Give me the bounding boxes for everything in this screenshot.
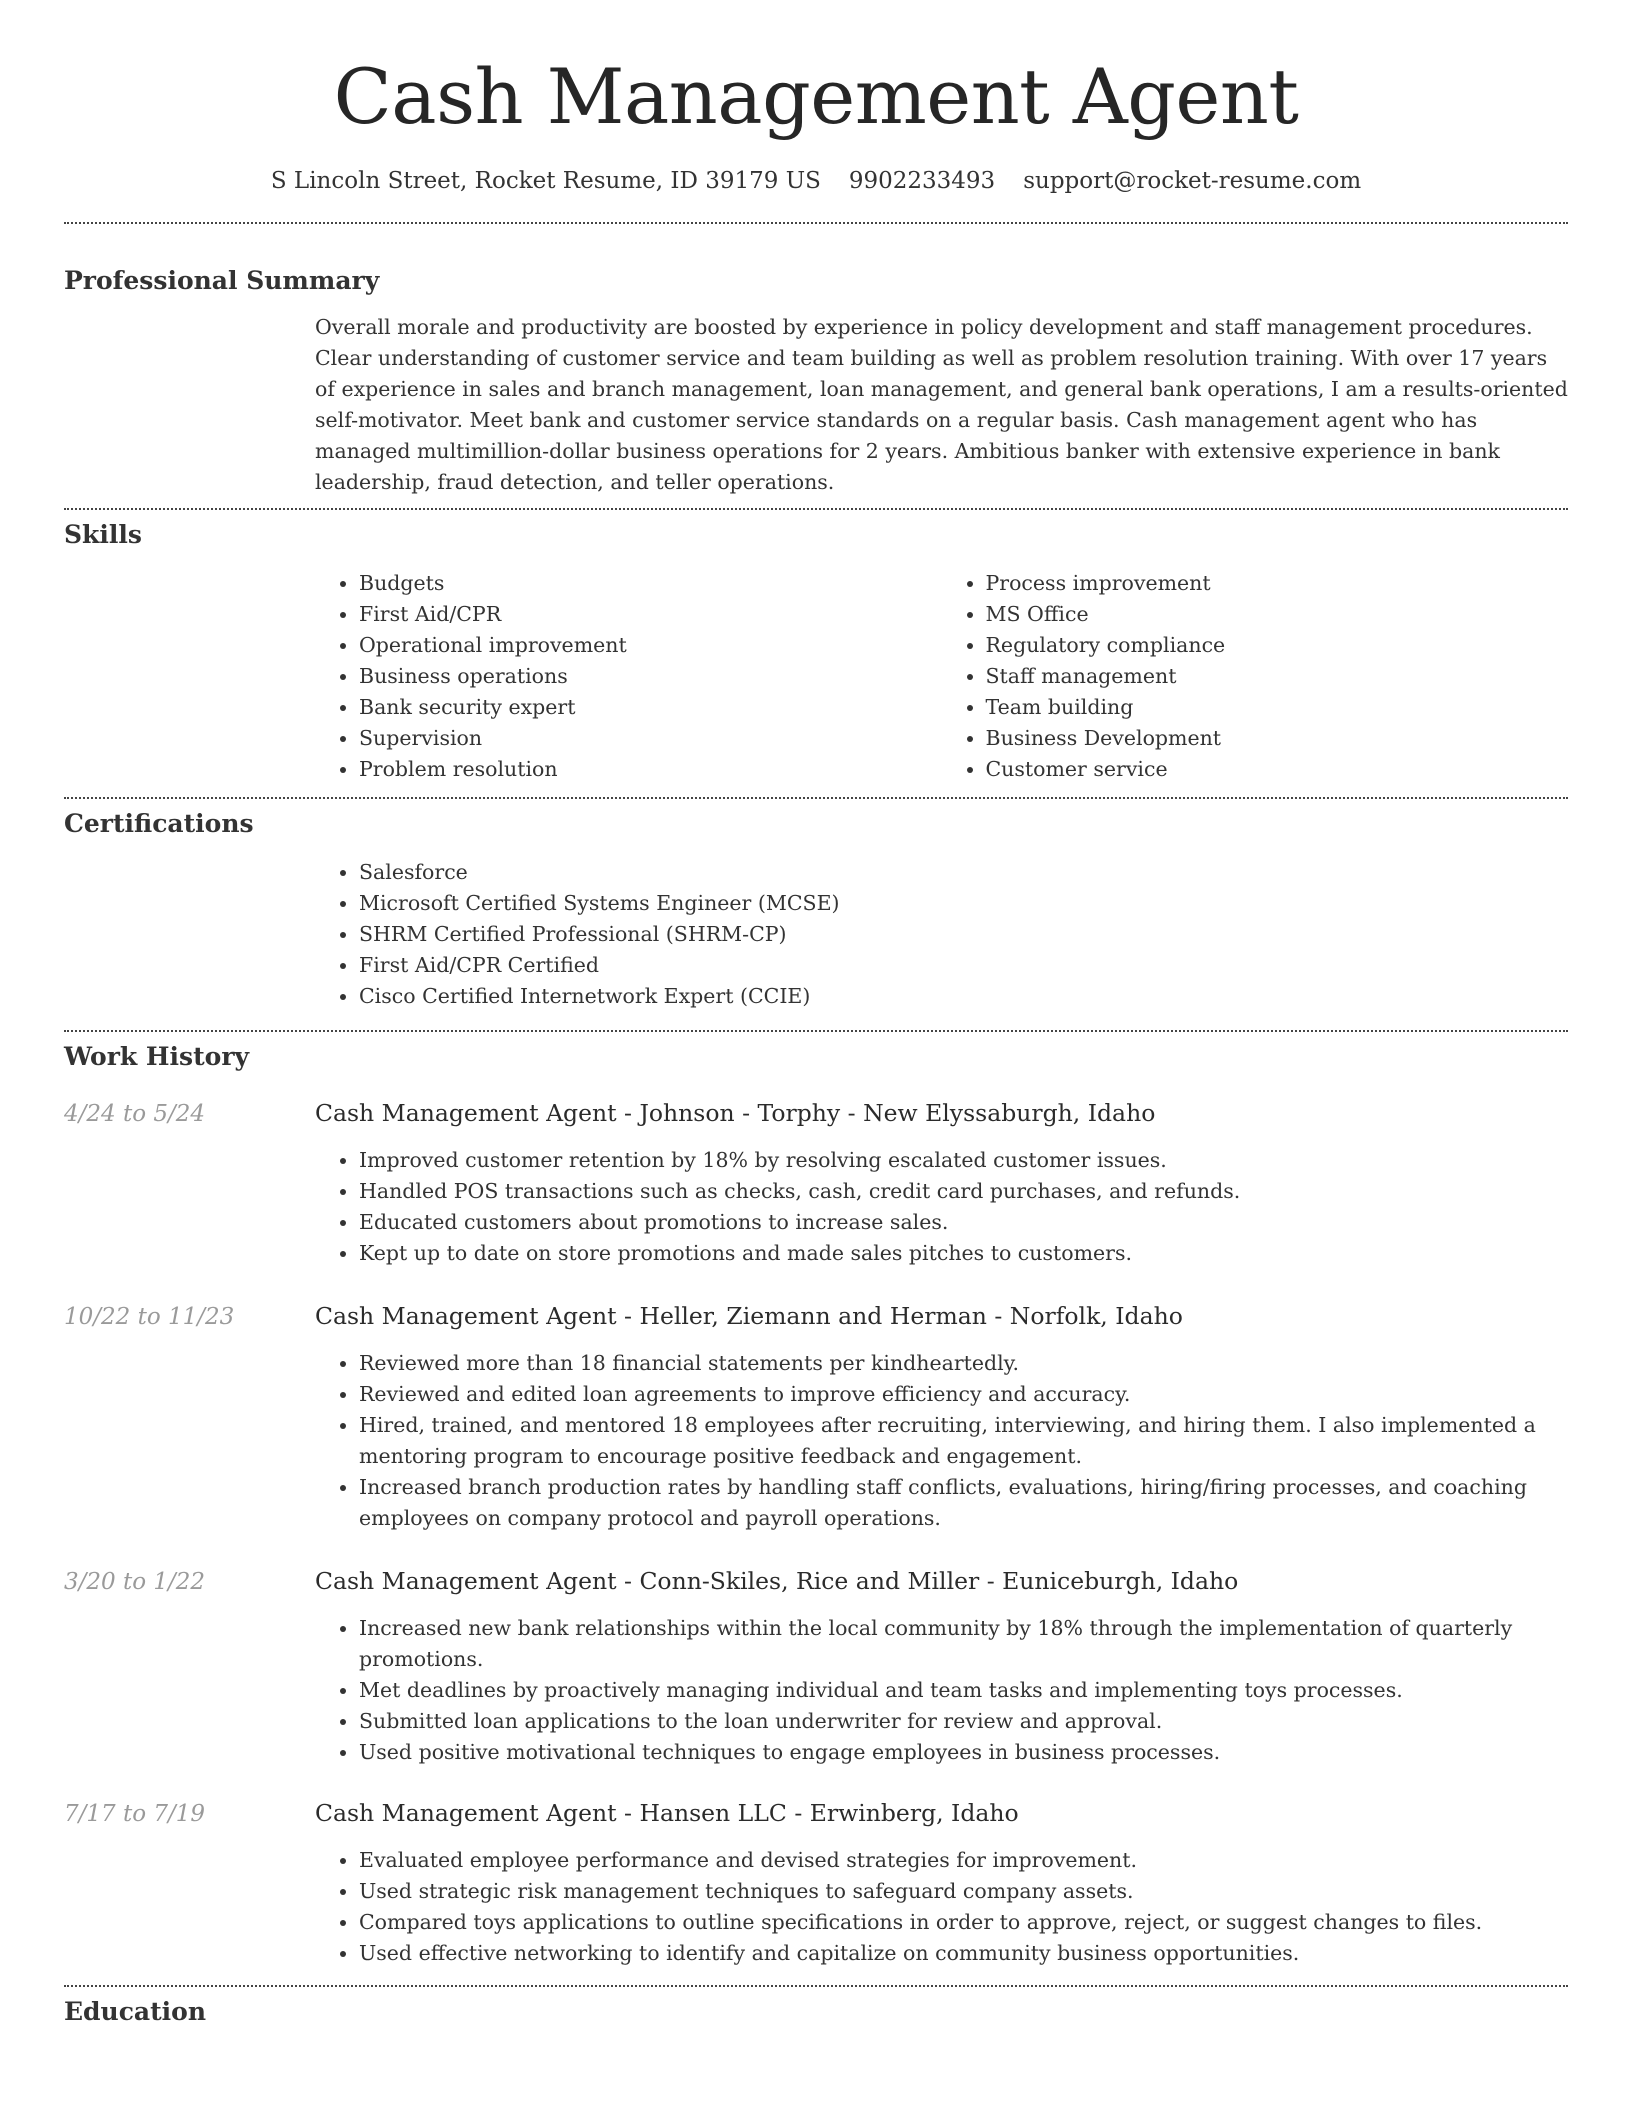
skills-heading: Skills [64, 520, 142, 549]
skills-list-left [315, 568, 942, 785]
job-bullet: • Reviewed more than 18 financial statements per kindheartedly. [359, 1348, 1568, 1379]
job-bullet: • Used positive motivational techniques to engage employees in business processes. [359, 1737, 1568, 1768]
job-title: Cash Management Agent - Johnson - Torphy - New Elyssaburgh, Idaho [315, 1099, 1156, 1127]
section-divider [64, 508, 1568, 510]
job-entry [64, 1299, 1568, 1534]
job-bullet: • Improved customer retention by 18% by resolving escalated customer issues. [359, 1145, 1568, 1176]
job-bullet: • Educated customers about promotions to increase sales. [359, 1207, 1568, 1238]
job-title: Cash Management Agent - Heller, Ziemann and Herman - Norfolk, Idaho [315, 1302, 1183, 1330]
job-bullets [315, 1613, 1568, 1768]
job-bullet: • Increased new bank relationships within the local community by 18% through the implementation of quarterly promotions. [359, 1613, 1568, 1675]
job-bullets [315, 1845, 1568, 1969]
skills-section [64, 518, 1568, 785]
skill-item: • Team building [986, 692, 1569, 723]
job-header [64, 1096, 1568, 1131]
skill-item: • Customer service [986, 754, 1569, 785]
contact-address: S Lincoln Street, Rocket Resume, ID 39179 US [270, 168, 821, 194]
skill-item: • Business operations [359, 661, 942, 692]
job-bullet: • Met deadlines by proactively managing individual and team tasks and implementing toys processes. [359, 1675, 1568, 1706]
skills-list-right [942, 568, 1569, 785]
job-dates: 7/17 to 7/19 [64, 1801, 206, 1827]
summary-section [64, 264, 1568, 498]
job-dates: 10/22 to 11/23 [64, 1304, 235, 1330]
job-dates: 4/24 to 5/24 [64, 1101, 206, 1127]
contact-phone: 9902233493 [848, 168, 996, 194]
skill-item: • Budgets [359, 568, 942, 599]
section-divider [64, 1985, 1568, 1987]
certifications-list [315, 857, 1568, 1012]
skill-item: • Regulatory compliance [986, 630, 1569, 661]
skill-item: • Staff management [986, 661, 1569, 692]
job-title: Cash Management Agent - Conn-Skiles, Rice and Miller - Euniceburgh, Idaho [315, 1567, 1239, 1595]
certification-item: • First Aid/CPR Certified [359, 950, 1568, 981]
skill-item: • Bank security expert [359, 692, 942, 723]
job-bullet: • Kept up to date on store promotions and made sales pitches to customers. [359, 1238, 1568, 1269]
contact-email: support@rocket-resume.com [1023, 168, 1362, 194]
job-bullet: • Submitted loan applications to the loan underwriter for review and approval. [359, 1706, 1568, 1737]
education-heading: Education [64, 1997, 207, 2026]
job-header [64, 1796, 1568, 1831]
contact-line [64, 164, 1568, 198]
section-divider [64, 1030, 1568, 1032]
certifications-section [64, 807, 1568, 1012]
certifications-heading: Certifications [64, 809, 254, 838]
skill-item: • First Aid/CPR [359, 599, 942, 630]
job-bullet: • Evaluated employee performance and devised strategies for improvement. [359, 1845, 1568, 1876]
skill-item: • MS Office [986, 599, 1569, 630]
job-header [64, 1299, 1568, 1334]
summary-heading: Professional Summary [64, 266, 380, 295]
section-divider [64, 222, 1568, 224]
section-divider [64, 797, 1568, 799]
skill-item: • Process improvement [986, 568, 1569, 599]
job-bullet: • Increased branch production rates by handling staff conflicts, evaluations, hiring/firing processes, and coaching employees on company protocol and payroll operations. [359, 1472, 1568, 1534]
certification-item: • Microsoft Certified Systems Engineer (MCSE) [359, 888, 1568, 919]
job-header [64, 1564, 1568, 1599]
certification-item: • Salesforce [359, 857, 1568, 888]
job-entry [64, 1096, 1568, 1269]
job-entry [64, 1796, 1568, 1969]
job-bullet: • Reviewed and edited loan agreements to improve efficiency and accuracy. [359, 1379, 1568, 1410]
resume-page [64, 0, 1568, 2029]
certification-item: • SHRM Certified Professional (SHRM-CP) [359, 919, 1568, 950]
candidate-name: Cash Management Agent [333, 52, 1299, 141]
work-history-section [64, 1040, 1568, 1969]
job-bullet: • Used strategic risk management techniques to safeguard company assets. [359, 1876, 1568, 1907]
job-bullets [315, 1348, 1568, 1534]
job-bullet: • Used effective networking to identify and capitalize on community business opportunities. [359, 1938, 1568, 1969]
job-bullets [315, 1145, 1568, 1269]
job-entry [64, 1564, 1568, 1768]
skill-item: • Business Development [986, 723, 1569, 754]
skill-item: • Operational improvement [359, 630, 942, 661]
job-dates: 3/20 to 1/22 [64, 1569, 206, 1595]
job-bullet: • Hired, trained, and mentored 18 employees after recruiting, interviewing, and hiring them. I also implemented a mentoring program to encourage positive feedback and engagement. [359, 1410, 1568, 1472]
skill-item: • Supervision [359, 723, 942, 754]
certification-item: • Cisco Certified Internetwork Expert (CCIE) [359, 981, 1568, 1012]
skill-item: • Problem resolution [359, 754, 942, 785]
work-history-heading: Work History [64, 1042, 250, 1071]
education-section [64, 1995, 1568, 2029]
summary-text: Overall morale and productivity are boosted by experience in policy development and staff management procedures. Clear understanding of customer service and team building as well as problem resolution training. With over 17 years of experience in sales and branch management, loan management, and general bank operations, I am a results-oriented self-motivator. Meet bank and customer service standards on a regular basis. Cash management agent who has managed multimillion-dollar business operations for 2 years. Ambitious banker with extensive experience in bank leadership, fraud detection, and teller operations. [315, 315, 1568, 494]
job-bullet: • Handled POS transactions such as checks, cash, credit card purchases, and refunds. [359, 1176, 1568, 1207]
job-title: Cash Management Agent - Hansen LLC - Erwinberg, Idaho [315, 1799, 1019, 1827]
job-list [64, 1096, 1568, 1969]
job-bullet: • Compared toys applications to outline specifications in order to approve, reject, or suggest changes to files. [359, 1907, 1568, 1938]
